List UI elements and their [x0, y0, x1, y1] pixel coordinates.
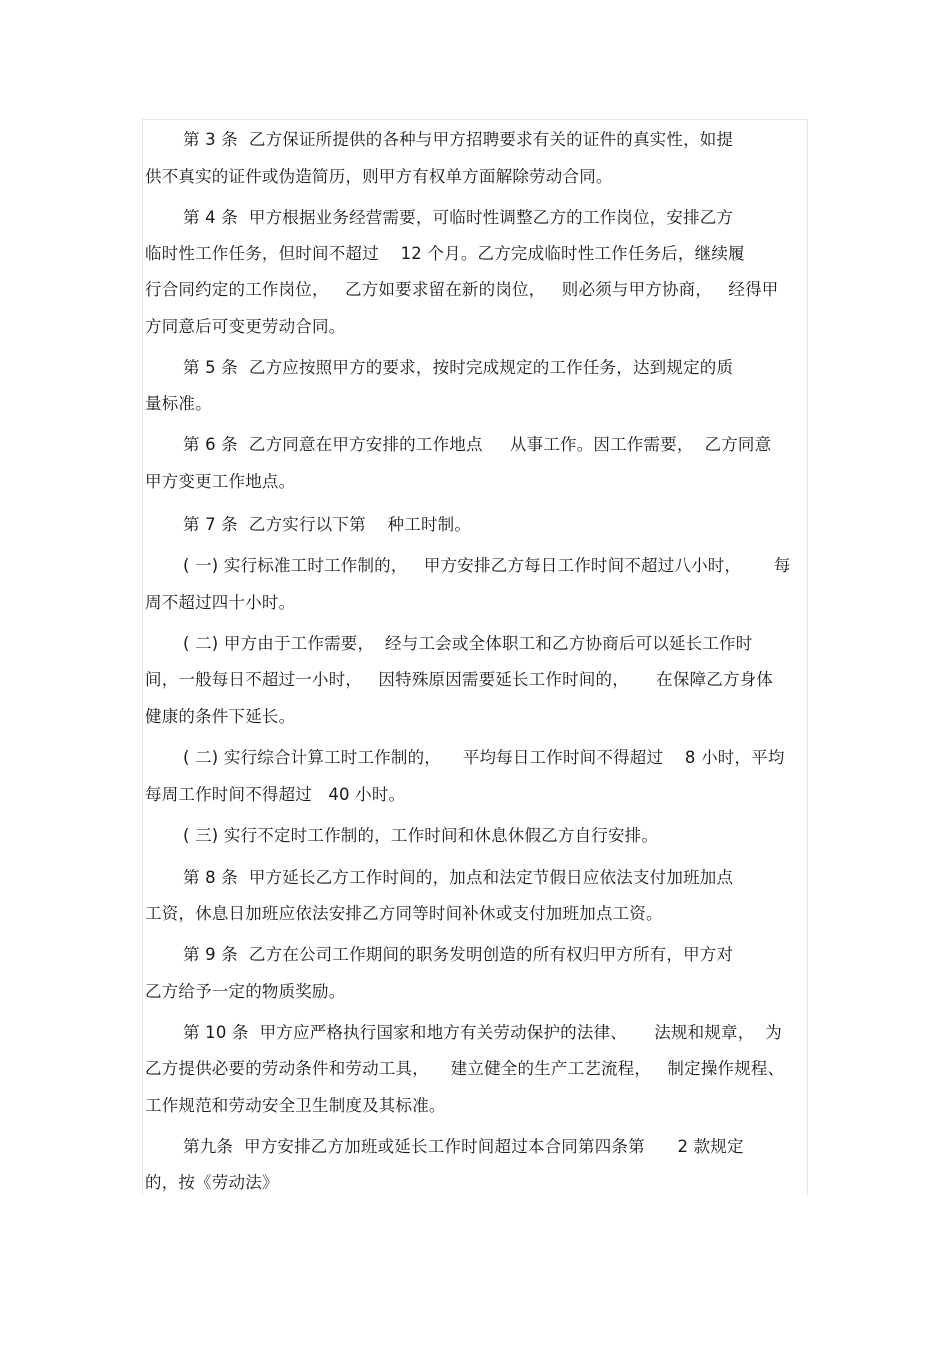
- article-nine-line-1: 第九条 甲方安排乙方加班或延长工作时间超过本合同第四条第 2 款规定: [183, 1137, 744, 1156]
- article-5-line-2: 量标准。: [145, 394, 212, 413]
- article-6-line-1: 第 6 条 乙方同意在甲方安排的工作地点 从事工作。因工作需要， 乙方同意: [183, 435, 772, 454]
- clause-1-line-1: ( 一) 实行标准工时工作制的， 甲方安排乙方每日工作时间不超过八小时， 每: [183, 556, 791, 575]
- clause-2a-line-3: 健康的条件下延长。: [145, 707, 296, 726]
- article-8-line-2: 工资，休息日加班应依法安排乙方同等时间补休或支付加班加点工资。: [145, 904, 663, 923]
- clause-2a-line-1: ( 二) 甲方由于工作需要， 经与工会或全体职工和乙方协商后可以延长工作时: [183, 634, 753, 653]
- article-4-line-3: 行合同约定的工作岗位， 乙方如要求留在新的岗位， 则必须与甲方协商， 经得甲: [145, 280, 779, 299]
- article-10-line-2: 乙方提供必要的劳动条件和劳动工具， 建立健全的生产工艺流程， 制定操作规程、: [145, 1059, 785, 1078]
- article-10-line-3: 工作规范和劳动安全卫生制度及其标准。: [145, 1096, 446, 1115]
- article-3-line-1: 第 3 条 乙方保证所提供的各种与甲方招聘要求有关的证件的真实性，如提: [183, 130, 734, 149]
- clause-2b-line-2: 每周工作时间不得超过 40 小时。: [145, 785, 406, 804]
- article-4-line-2: 临时性工作任务，但时间不超过 12 个月。乙方完成临时性工作任务后，继续履: [145, 244, 745, 263]
- article-6-line-2: 甲方变更工作地点。: [145, 472, 296, 491]
- article-3-line-2: 供不真实的证件或伪造简历，则甲方有权单方面解除劳动合同。: [145, 167, 613, 186]
- article-10-line-1: 第 10 条 甲方应严格执行国家和地方有关劳动保护的法律、 法规和规章， 为: [183, 1023, 782, 1042]
- clause-3-line-1: ( 三) 实行不定时工作制的，工作时间和休息休假乙方自行安排。: [183, 826, 659, 845]
- clause-2a-line-2: 间，一般每日不超过一小时， 因特殊原因需要延长工作时间的， 在保障乙方身体: [145, 670, 774, 689]
- article-9-line-1: 第 9 条 乙方在公司工作期间的职务发明创造的所有权归甲方所有，甲方对: [183, 945, 734, 964]
- article-7-line-1: 第 7 条 乙方实行以下第 种工时制。: [183, 515, 472, 534]
- article-4-line-4: 方同意后可变更劳动合同。: [145, 317, 346, 336]
- clause-1-line-2: 周不超过四十小时。: [145, 593, 296, 612]
- clause-2b-line-1: ( 二) 实行综合计算工时工作制的， 平均每日工作时间不得超过 8 小时，平均: [183, 748, 785, 767]
- article-nine-line-2: 的，按《劳动法》: [145, 1173, 279, 1192]
- article-9-line-2: 乙方给予一定的物质奖励。: [145, 982, 346, 1001]
- article-8-line-1: 第 8 条 甲方延长乙方工作时间的，加点和法定节假日应依法支付加班加点: [183, 868, 734, 887]
- article-4-line-1: 第 4 条 甲方根据业务经营需要，可临时性调整乙方的工作岗位，安排乙方: [183, 208, 734, 227]
- article-5-line-1: 第 5 条 乙方应按照甲方的要求，按时完成规定的工作任务，达到规定的质: [183, 358, 734, 377]
